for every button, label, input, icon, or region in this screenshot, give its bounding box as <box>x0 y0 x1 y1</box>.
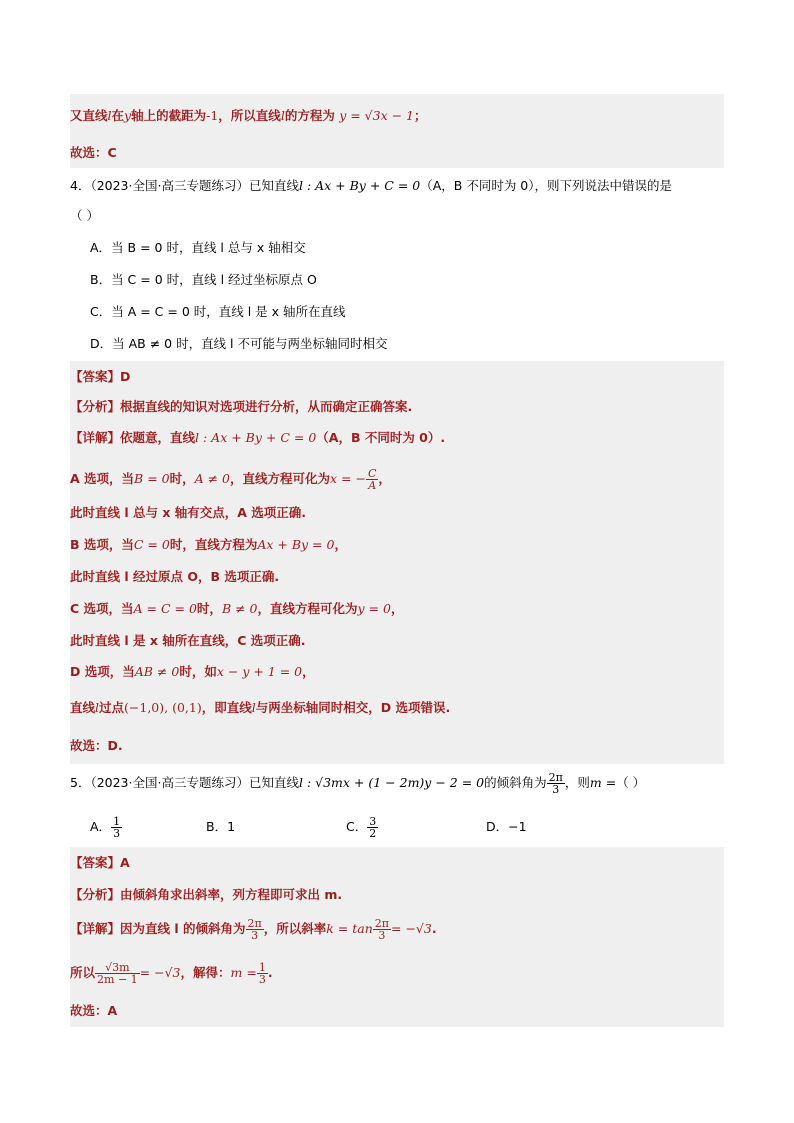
q4-option-a-analysis: A 选项，当B = 0时，A ≠ 0，直线方程可化为x = − $\frac{C}{A}$ ， <box>70 467 391 492</box>
q5-option-c: C． $\frac{3}{2}$ <box>346 815 377 840</box>
q4-option-c-conclusion: 此时直线 l 是 x 轴所在直线，C 选项正确. <box>70 633 306 648</box>
q4-choice: 故选：D. <box>70 738 123 753</box>
q4-option-c: C．当 A = C = 0 时，直线 l 是 x 轴所在直线 <box>90 304 346 319</box>
fraction-2pi-over-3: $\frac{2\pi}{3}$ <box>548 771 563 796</box>
fraction-c-over-a: $\frac{C}{A}$ <box>367 467 377 492</box>
q4-option-b: B．当 C = 0 时，直线 l 经过坐标原点 O <box>90 272 317 287</box>
fraction-m: $\frac{√3m}{2m - 1}$ <box>97 961 138 986</box>
q5-analysis: 【分析】由倾斜角求出斜率，列方程即可求出 m. <box>70 887 343 902</box>
q4-option-a-conclusion: 此时直线 l 总与 x 轴有交点，A 选项正确. <box>70 505 307 520</box>
q5-option-d: D．−1 <box>486 819 527 834</box>
q5-stem-equation: l : √3mx + (1 − 2m)y − 2 = 0 <box>298 775 485 790</box>
q4-detail: 【详解】依题意，直线l : Ax + By + C = 0（A，B 不同时为 0）. <box>70 430 446 445</box>
q4-stem-equation: l : Ax + By + C = 0 <box>298 178 421 193</box>
q4-analysis: 【分析】根据直线的知识对选项进行分析，从而确定正确答案. <box>70 399 413 414</box>
prev-equation: y = √3x − 1 <box>339 108 415 123</box>
q4-option-d-conclusion: 直线l过点(−1,0), (0,1)，即直线l与两坐标轴同时相交，D 选项错误. <box>70 700 451 715</box>
q4-paren: （ ） <box>70 208 99 223</box>
q4-stem: 4．（2023·全国·高三专题练习）已知直线l : Ax + By + C = 0（A，B 不同时为 0），则下列说法中错误的是 <box>70 178 673 193</box>
q5-option-a: A． $\frac{1}{3}$ <box>90 815 121 840</box>
q5-options <box>90 812 724 842</box>
prev-choice: 故选：C <box>70 145 117 160</box>
q4-option-b-analysis: B 选项，当C = 0时，直线方程为Ax + By = 0， <box>70 537 347 552</box>
q5-answer: 【答案】A <box>70 855 130 870</box>
q5-choice: 故选：A <box>70 1003 118 1018</box>
q4-answer: 【答案】D <box>70 369 131 384</box>
q5-solve: 所以 $\frac{√3m}{2m - 1}$ = −√3，解得：m = $\frac{1}{3}$ . <box>70 961 273 986</box>
q5-stem: 5．（2023·全国·高三专题练习）已知直线l : √3mx + (1 − 2m)y − 2 = 0的倾斜角为 $\frac{2\pi}{3}$ ，则m =（ ） <box>70 771 646 796</box>
prev-intercept-line: 又直线l在y轴上的截距为-1，所以直线l的方程为 y = √3x − 1； <box>70 108 427 123</box>
q4-option-d-analysis: D 选项，当AB ≠ 0时，如x − y + 1 = 0， <box>70 664 315 679</box>
q4-option-c-analysis: C 选项，当A = C = 0时，B ≠ 0，直线方程可化为y = 0， <box>70 601 404 616</box>
q4-option-a: A．当 B = 0 时，直线 l 总与 x 轴相交 <box>90 240 306 255</box>
q5-option-b: B．1 <box>206 819 236 834</box>
q4-option-d: D．当 AB ≠ 0 时，直线 l 不可能与两坐标轴同时相交 <box>90 336 388 351</box>
q5-detail: 【详解】因为直线 l 的倾斜角为 $\frac{2\pi}{3}$ ，所以斜率k = tan $\frac{2\pi}{3}$ = −√3. <box>70 917 437 942</box>
q4-option-b-conclusion: 此时直线 l 经过原点 O，B 选项正确. <box>70 569 280 584</box>
